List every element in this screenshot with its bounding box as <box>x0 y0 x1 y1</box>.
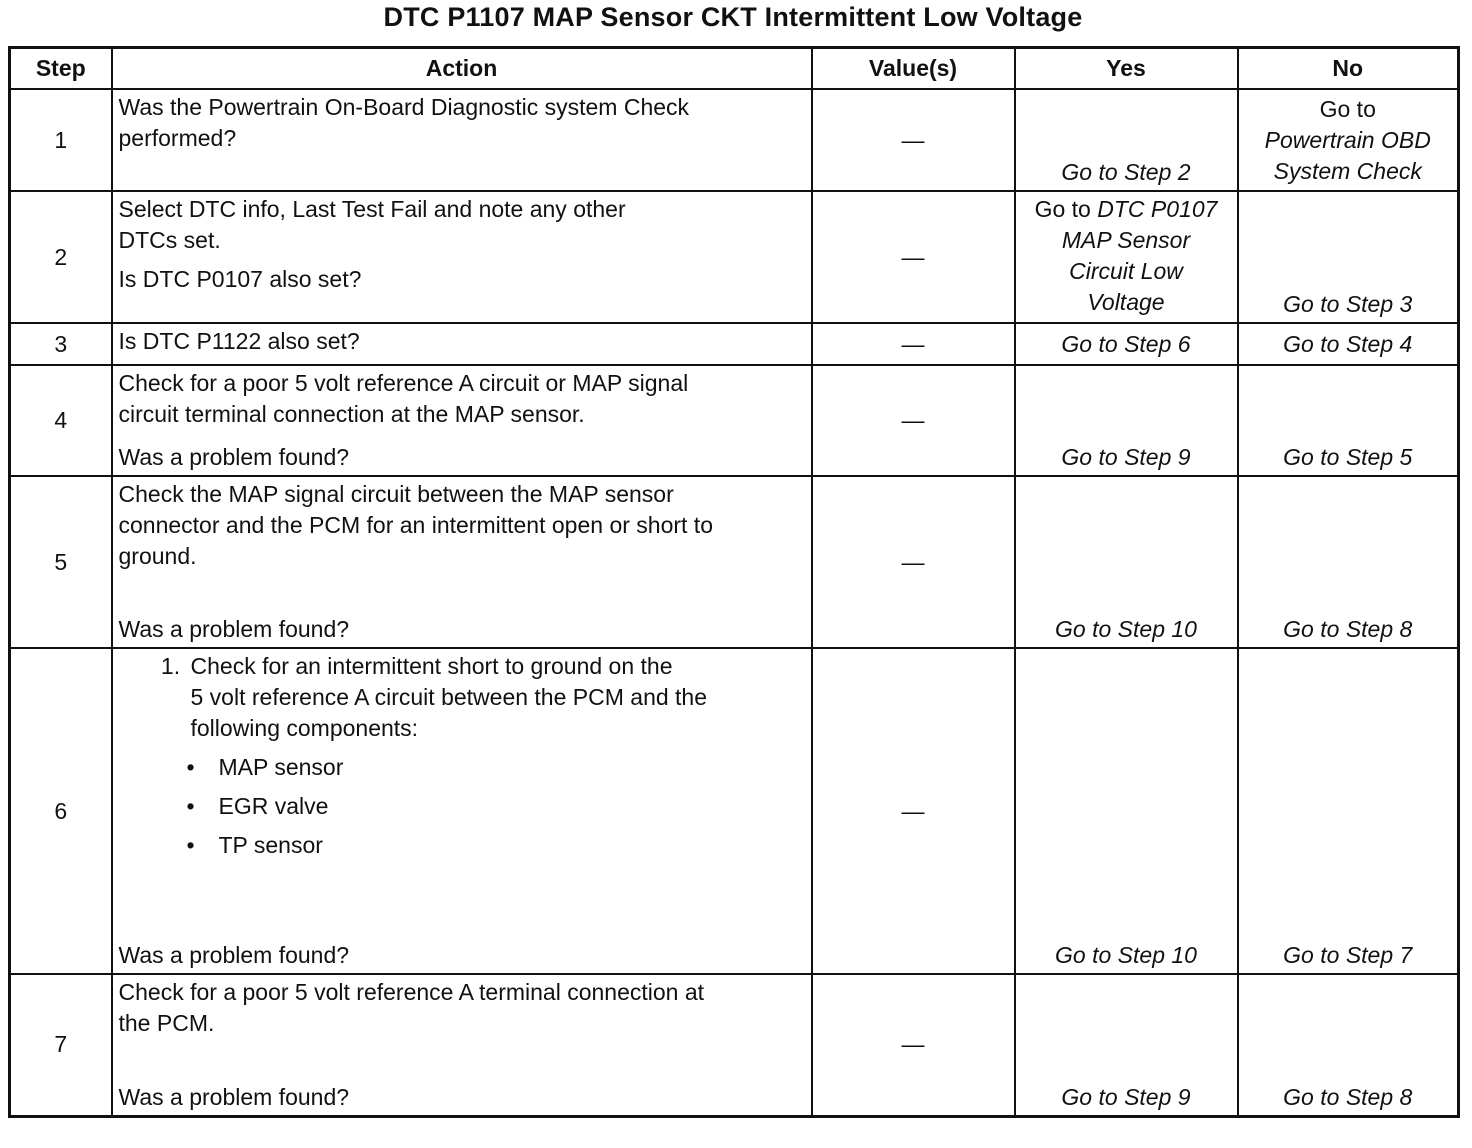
table-row <box>10 89 1459 191</box>
action-text: Check for a poor 5 volt reference A terminal connection at <box>118 979 705 1005</box>
value-cell: — <box>812 191 1015 323</box>
yes-link[interactable]: Go to Step 9 <box>1061 444 1191 470</box>
bullet-text: MAP sensor <box>218 754 344 780</box>
diagnostic-table <box>8 46 1460 1118</box>
bullet-item <box>187 748 807 787</box>
no-cell <box>1238 365 1459 476</box>
bullet-icon: • <box>186 793 195 819</box>
list-item <box>187 651 807 744</box>
bullet-text: TP sensor <box>218 832 323 858</box>
action-cell <box>112 476 812 648</box>
page-title: DTC P1107 MAP Sensor CKT Intermittent Low Voltage <box>383 2 1083 32</box>
yes-link[interactable]: Go to Step 9 <box>1061 1083 1191 1110</box>
step-number: 7 <box>10 974 112 1116</box>
table-row <box>10 323 1459 365</box>
yes-cell <box>1015 191 1238 323</box>
yes-cell <box>1015 974 1238 1116</box>
action-question: Was a problem found? <box>118 616 350 642</box>
no-cell <box>1238 476 1459 648</box>
action-cell <box>112 89 812 191</box>
no-link-line[interactable]: Powertrain OBD <box>1264 127 1431 153</box>
yes-link-line[interactable] <box>1016 192 1237 225</box>
action-question: Is DTC P1122 also set? <box>118 328 360 354</box>
bullet-list <box>119 748 807 865</box>
bullet-text: EGR valve <box>218 793 329 819</box>
value-cell: — <box>812 89 1015 191</box>
action-text: ground. <box>118 543 197 569</box>
action-question: Was a problem found? <box>118 942 350 968</box>
yes-link[interactable]: Go to Step 6 <box>1061 330 1191 357</box>
yes-link[interactable]: Go to Step 10 <box>1055 942 1197 968</box>
yes-cell <box>1015 365 1238 476</box>
action-text: following components: <box>190 715 419 741</box>
header-no: No <box>1238 48 1459 90</box>
value-cell: — <box>812 365 1015 476</box>
no-link[interactable]: Go to Step 3 <box>1283 291 1413 317</box>
action-text: circuit terminal connection at the MAP sensor. <box>118 401 585 427</box>
step-number: 4 <box>10 365 112 476</box>
action-text: Was the Powertrain On-Board Diagnostic system Check <box>118 94 690 120</box>
step-number: 2 <box>10 191 112 323</box>
action-question: Is DTC P0107 also set? <box>118 266 362 292</box>
bullet-icon: • <box>186 754 195 780</box>
value-cell: — <box>812 476 1015 648</box>
no-link[interactable]: Go to Step 4 <box>1283 330 1413 357</box>
table-row <box>10 191 1459 323</box>
yes-cell <box>1015 89 1238 191</box>
header-row <box>10 48 1459 90</box>
table-row <box>10 974 1459 1116</box>
no-link[interactable]: Go to Step 8 <box>1283 1083 1413 1110</box>
bullet-item <box>187 787 807 826</box>
no-cell <box>1238 974 1459 1116</box>
no-cell <box>1238 191 1459 323</box>
yes-cell <box>1015 476 1238 648</box>
no-link[interactable]: Go to Step 7 <box>1283 942 1413 968</box>
step-number: 6 <box>10 648 112 974</box>
step-number: 5 <box>10 476 112 648</box>
header-step: Step <box>10 48 112 90</box>
yes-link[interactable]: Go to Step 2 <box>1061 159 1191 185</box>
action-text: 5 volt reference A circuit between the PCM and the <box>190 684 708 710</box>
no-cell <box>1238 323 1459 365</box>
yes-cell <box>1015 323 1238 365</box>
action-text: 1. Check for an intermittent short to ground on the <box>190 653 673 679</box>
step-number: 3 <box>10 323 112 365</box>
yes-link-line[interactable]: Circuit Low <box>1069 258 1183 284</box>
no-cell <box>1238 89 1459 191</box>
bullet-item <box>187 826 807 865</box>
no-link[interactable]: Go to Step 8 <box>1283 616 1413 642</box>
numbered-list <box>119 651 807 744</box>
header-values: Value(s) <box>812 48 1015 90</box>
action-text: connector and the PCM for an intermittent open or short to <box>118 512 713 538</box>
action-text: performed? <box>118 125 237 151</box>
action-text: Check the MAP signal circuit between the MAP sensor <box>118 481 674 507</box>
step-number: 1 <box>10 89 112 191</box>
value-cell: — <box>812 323 1015 365</box>
action-cell <box>112 974 812 1116</box>
table-row <box>10 365 1459 476</box>
action-text: Select DTC info, Last Test Fail and note any other <box>118 196 626 222</box>
action-text: the PCM. <box>118 1010 215 1036</box>
yes-link[interactable]: Go to Step 10 <box>1055 616 1197 642</box>
action-text: Check for a poor 5 volt reference A circuit or MAP signal <box>118 370 689 396</box>
no-link-prefix[interactable]: Go to <box>1319 96 1376 122</box>
bullet-icon: • <box>186 832 195 858</box>
value-cell: — <box>812 648 1015 974</box>
yes-link-line[interactable]: Voltage <box>1087 289 1165 315</box>
value-cell: — <box>812 974 1015 1116</box>
yes-link-prefix: Go to <box>1034 196 1091 222</box>
action-cell <box>112 648 812 974</box>
no-cell <box>1238 648 1459 974</box>
table-row <box>10 648 1459 974</box>
header-action: Action <box>112 48 812 90</box>
header-yes: Yes <box>1015 48 1238 90</box>
action-cell <box>112 323 812 365</box>
yes-link-target: DTC P0107 <box>1097 196 1218 222</box>
action-cell <box>112 191 812 323</box>
action-question: Was a problem found? <box>118 444 350 470</box>
action-text: DTCs set. <box>118 227 221 253</box>
action-cell <box>112 365 812 476</box>
no-link[interactable]: Go to Step 5 <box>1283 444 1413 470</box>
no-link-line[interactable]: System Check <box>1273 158 1422 184</box>
table-row <box>10 476 1459 648</box>
yes-link-line[interactable]: MAP Sensor <box>1061 227 1191 253</box>
yes-cell <box>1015 648 1238 974</box>
action-question: Was a problem found? <box>118 1083 350 1110</box>
